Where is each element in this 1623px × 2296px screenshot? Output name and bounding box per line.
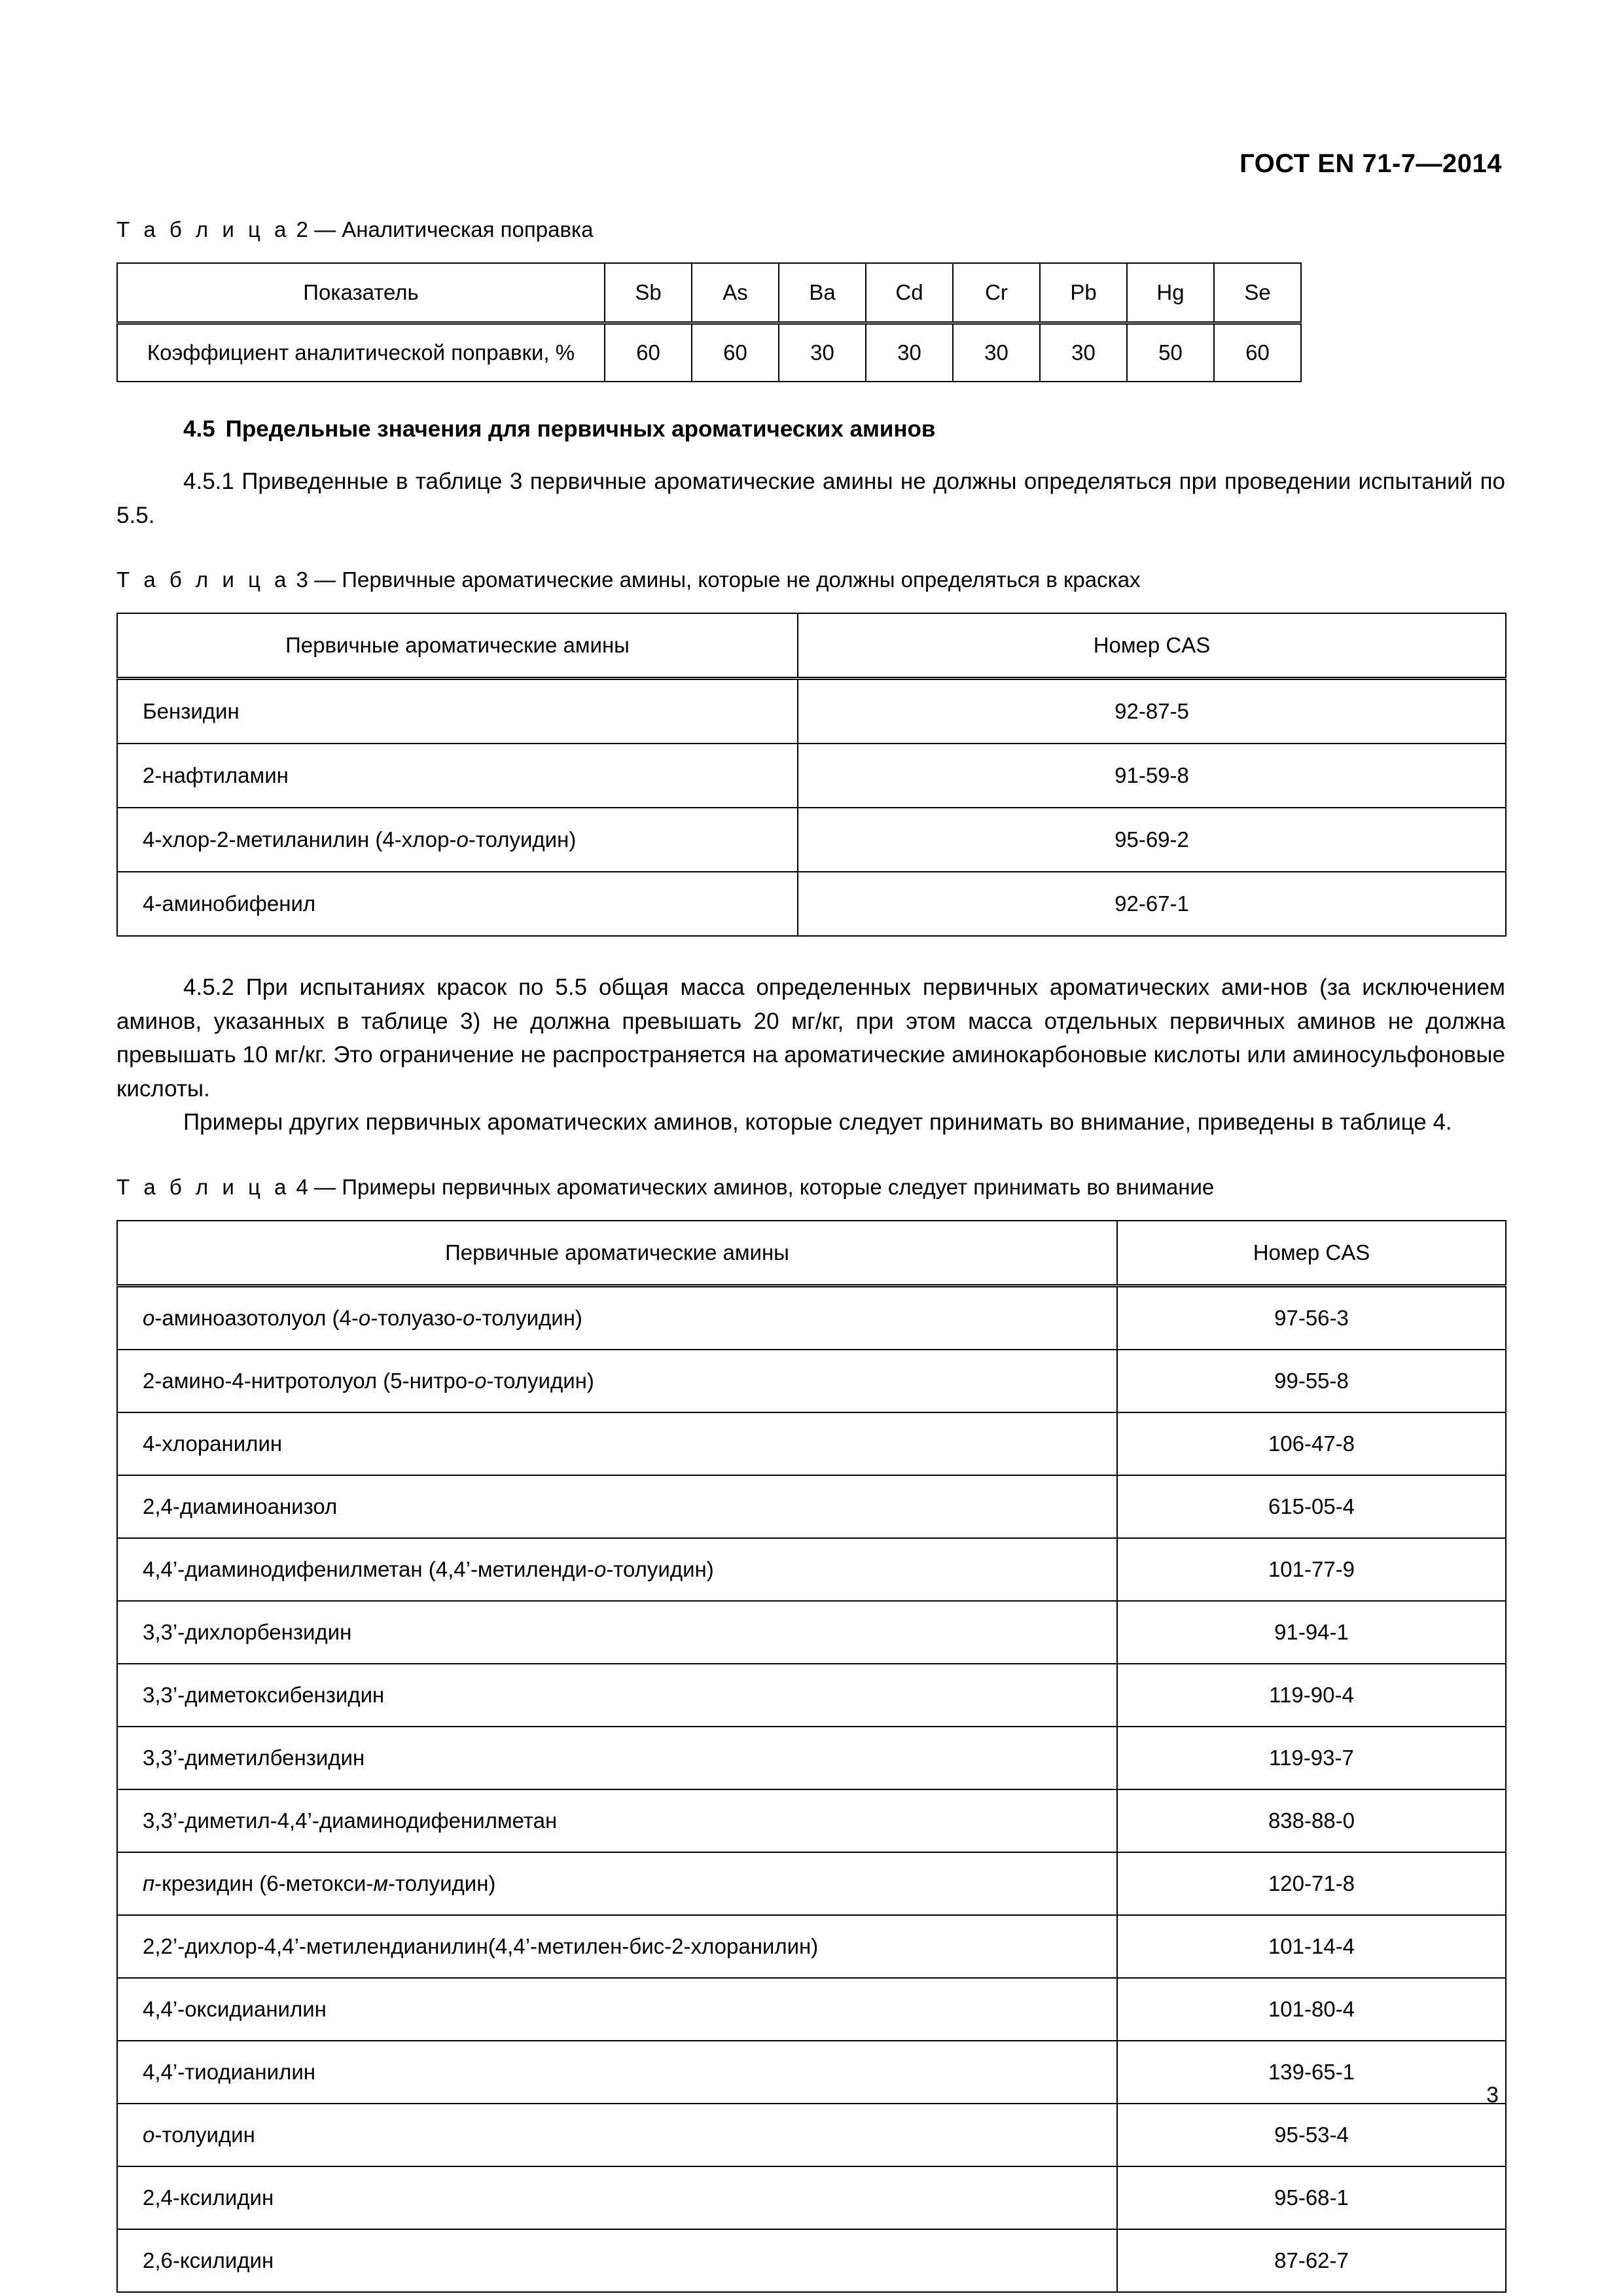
table2-header-cr: Cr — [953, 263, 1040, 323]
table-row — [117, 1601, 1506, 1664]
table3-amine-name: 4-аминобифенил — [117, 872, 798, 936]
table4-amine-cas: 99-55-8 — [1117, 1350, 1506, 1412]
table2-header-indicator: Показатель — [117, 263, 605, 323]
table-row — [117, 2166, 1506, 2229]
table2-caption-number: 2 — [296, 217, 308, 242]
table4-header-name: Первичные ароматические амины — [117, 1221, 1117, 1286]
table3-header-name: Первичные ароматические амины — [117, 613, 798, 679]
table-prohibited-amines — [116, 613, 1507, 937]
paragraph-4-5-1: 4.5.1 Приведенные в таблице 3 первичные ароматические амины не должны определяться при проведении испытаний по 5.5. — [116, 469, 1505, 528]
table4-amine-cas: 87-62-7 — [1117, 2229, 1506, 2292]
table2-value-cr: 30 — [953, 323, 1040, 382]
table4-amine-cas: 91-94-1 — [1117, 1601, 1506, 1664]
table2-caption — [116, 216, 1505, 243]
table-row — [117, 1412, 1506, 1475]
table2-row-coefficient — [117, 323, 1301, 382]
table4-amine-cas: 838-88-0 — [1117, 1789, 1506, 1852]
table2-header-cd: Cd — [866, 263, 953, 323]
table-row — [117, 1789, 1506, 1852]
table4-caption-prefix: Т а б л и ц а — [116, 1174, 291, 1199]
table4-amine-cas: 139-65-1 — [1117, 2041, 1506, 2104]
table4-amine-cas: 120-71-8 — [1117, 1852, 1506, 1915]
table2-value-hg: 50 — [1127, 323, 1214, 382]
table4-amine-name: 3,3’-дихлорбензидин — [117, 1601, 1117, 1664]
table3-caption-dash: — — [314, 567, 336, 592]
table2-header-se: Se — [1214, 263, 1301, 323]
table-row — [117, 1538, 1506, 1601]
table2-row-label: Коэффициент аналитической поправки, % — [117, 323, 605, 382]
table2-value-cd: 30 — [866, 323, 953, 382]
table4-amine-cas: 119-93-7 — [1117, 1727, 1506, 1789]
table4-amine-name: 2,2’-дихлор-4,4’-метилендианилин(4,4’-метилен-бис-2-хлоранилин) — [117, 1915, 1117, 1978]
table2-header-as: As — [692, 263, 779, 323]
table4-amine-name: 3,3’-диметилбензидин — [117, 1727, 1117, 1789]
document-content — [116, 216, 1505, 2293]
table3-amine-name: 4-хлор-2-метиланилин (4-хлор-о-толуидин) — [117, 808, 798, 872]
table-row — [117, 1350, 1506, 1412]
table4-amine-name: 4,4’-тиодианилин — [117, 2041, 1117, 2104]
table4-amine-name: 3,3’-диметоксибензидин — [117, 1664, 1117, 1727]
table2-header-sb: Sb — [605, 263, 692, 323]
table4-amine-cas: 95-68-1 — [1117, 2166, 1506, 2229]
table2-header-ba: Ba — [779, 263, 866, 323]
table3-caption-title: Первичные ароматические амины, которые не должны определяться в красках — [342, 567, 1141, 592]
table2-value-ba: 30 — [779, 323, 866, 382]
table3-header-cas: Номер CAS — [798, 613, 1506, 679]
section-heading-4-5-number: 4.5 — [183, 416, 215, 442]
table-row — [117, 744, 1506, 808]
table-row — [117, 872, 1506, 936]
table4-header-cas: Номер CAS — [1117, 1221, 1506, 1286]
table-row — [117, 2229, 1506, 2292]
table3-amine-name: Бензидин — [117, 679, 798, 744]
table-row — [117, 1978, 1506, 2041]
table4-amine-name: 3,3’-диметил-4,4’-диаминодифенилметан — [117, 1789, 1117, 1852]
table-row — [117, 1475, 1506, 1538]
table2-caption-dash: — — [314, 217, 336, 242]
page-header-standard-title: ГОСТ EN 71-7—2014 — [1240, 149, 1502, 178]
table4-header-row — [117, 1221, 1506, 1286]
table3-caption — [116, 566, 1505, 593]
table4-amine-name: 2,4-ксилидин — [117, 2166, 1117, 2229]
table4-caption-dash: — — [314, 1174, 336, 1199]
section-heading-4-5 — [116, 416, 1505, 442]
table2-header-row — [117, 263, 1301, 323]
table3-caption-number: 3 — [296, 567, 308, 592]
table4-amine-name: о-аминоазотолуол (4-о-толуазо-о-толуидин) — [117, 1285, 1117, 1350]
table4-amine-name: п-крезидин (6-метокси-м-толуидин) — [117, 1852, 1117, 1915]
table2-caption-prefix: Т а б л и ц а — [116, 217, 291, 242]
table-row — [117, 1285, 1506, 1350]
table2-caption-title: Аналитическая поправка — [342, 217, 594, 242]
page-number: 3 — [1486, 2083, 1499, 2108]
table4-amine-cas: 95-53-4 — [1117, 2104, 1506, 2166]
table2-value-sb: 60 — [605, 323, 692, 382]
table4-amine-cas: 101-77-9 — [1117, 1538, 1506, 1601]
table-row — [117, 1915, 1506, 1978]
table4-caption-number: 4 — [296, 1174, 308, 1199]
table2-header-pb: Pb — [1040, 263, 1127, 323]
table3-header-row — [117, 613, 1506, 679]
table-row — [117, 1852, 1506, 1915]
table4-amine-cas: 101-14-4 — [1117, 1915, 1506, 1978]
table4-caption — [116, 1174, 1505, 1200]
table-example-amines — [116, 1220, 1507, 2293]
table3-amine-cas: 91-59-8 — [798, 744, 1506, 808]
table3-amine-cas: 92-67-1 — [798, 872, 1506, 936]
table4-amine-name: о-толуидин — [117, 2104, 1117, 2166]
table-row — [117, 1664, 1506, 1727]
table4-amine-name: 4,4’-оксидианилин — [117, 1978, 1117, 2041]
table3-amine-cas: 92-87-5 — [798, 679, 1506, 744]
table2-value-as: 60 — [692, 323, 779, 382]
table-row — [117, 2104, 1506, 2166]
paragraph-4-5-2-examples: Примеры других первичных ароматических аминов, которые следует принимать во внимание, приведены в таблице 4. — [183, 1109, 1452, 1136]
paragraph-4-5-2: 4.5.2 При испытаниях красок по 5.5 общая масса определенных первичных ароматических ами-нов (за исключением аминов, указанных в таблице 3) не должна превышать 20 мг/кг, при этом масса отдельных первичных аминов не должна превышать 10 мг/кг. Это ограничение не распространяется на ароматические аминокарбоновые кислоты или аминосульфоновые кислоты. — [116, 975, 1505, 1102]
table2-value-pb: 30 — [1040, 323, 1127, 382]
table4-amine-name: 2-амино-4-нитротолуол (5-нитро-о-толуидин) — [117, 1350, 1117, 1412]
table2-header-hg: Hg — [1127, 263, 1214, 323]
table4-amine-cas: 106-47-8 — [1117, 1412, 1506, 1475]
table4-body — [117, 1285, 1506, 2292]
table4-caption-title: Примеры первичных ароматических аминов, которые следует принимать во внимание — [342, 1174, 1215, 1199]
table-row — [117, 679, 1506, 744]
table4-amine-name: 2,6-ксилидин — [117, 2229, 1117, 2292]
table4-amine-name: 2,4-диаминоанизол — [117, 1475, 1117, 1538]
table4-amine-cas: 101-80-4 — [1117, 1978, 1506, 2041]
table-row — [117, 1727, 1506, 1789]
table4-amine-cas: 119-90-4 — [1117, 1664, 1506, 1727]
table3-caption-prefix: Т а б л и ц а — [116, 567, 291, 592]
table-analytical-correction — [116, 262, 1302, 382]
table4-amine-cas: 615-05-4 — [1117, 1475, 1506, 1538]
table-row — [117, 2041, 1506, 2104]
table3-amine-name: 2-нафтиламин — [117, 744, 798, 808]
table-row — [117, 808, 1506, 872]
section-heading-4-5-title: Предельные значения для первичных ароматических аминов — [225, 416, 936, 442]
table3-amine-cas: 95-69-2 — [798, 808, 1506, 872]
table2-value-se: 60 — [1214, 323, 1301, 382]
table4-amine-name: 4-хлоранилин — [117, 1412, 1117, 1475]
table4-amine-name: 4,4’-диаминодифенилметан (4,4’-метиленди-о-толуидин) — [117, 1538, 1117, 1601]
table4-amine-cas: 97-56-3 — [1117, 1285, 1506, 1350]
